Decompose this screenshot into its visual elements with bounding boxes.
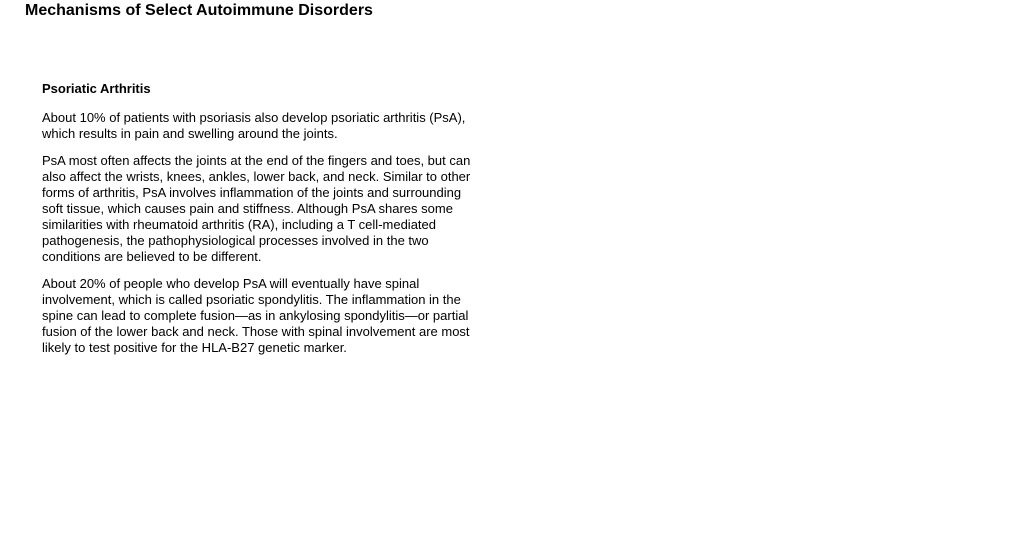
paragraph-spinal-involvement: About 20% of people who develop PsA will eventually have spinal involvement, which is called psoriatic spondylitis. The inflammation in the spine can lead to complete fusion—as in ankylosing spondylitis—or partial fusion of the lower back and neck. Those with spinal involvement are most likely to test positive for the HLA-B27 genetic marker. xyxy=(42,276,470,355)
section-heading: Psoriatic Arthritis xyxy=(42,81,151,96)
paragraph-prevalence: About 10% of patients with psoriasis also develop psoriatic arthritis (PsA), which results in pain and swelling around the joints. xyxy=(42,110,466,141)
page-title: Mechanisms of Select Autoimmune Disorders xyxy=(25,2,373,19)
article-content xyxy=(42,80,474,367)
paragraph-affected-joints: PsA most often affects the joints at the end of the fingers and toes, but can also affect the wrists, knees, ankles, lower back, and neck. Similar to other forms of arthritis, PsA involves inflammation of the joints and surrounding soft tissue, which causes pain and stiffness. Although PsA shares some similarities with rheumatoid arthritis (RA), including a T cell-mediated pathogenesis, the pathophysiological processes involved in the two conditions are believed to be different. xyxy=(42,153,471,264)
